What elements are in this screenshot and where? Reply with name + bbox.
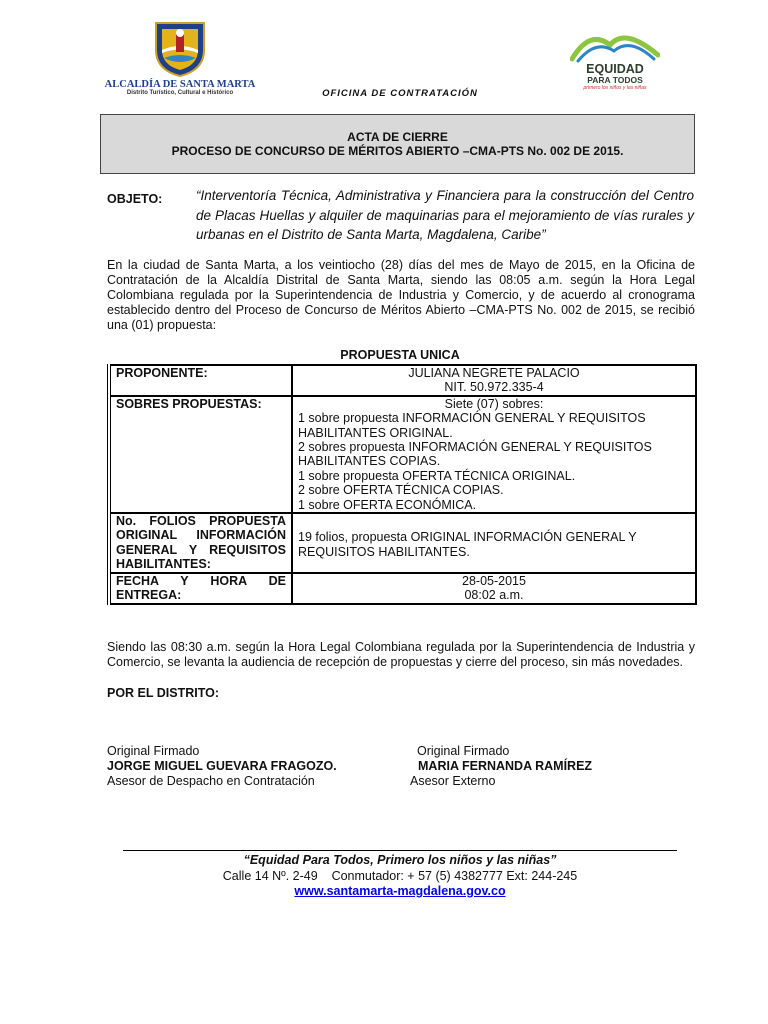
proponente-name: JULIANA NEGRETE PALACIO xyxy=(408,366,580,380)
alcaldia-logo xyxy=(100,20,260,115)
signature-block-left xyxy=(107,744,337,789)
footer-divider xyxy=(123,850,677,851)
folios-value: 19 folios, propuesta ORIGINAL INFORMACIÓN GENERAL Y REQUISITOS HABILITANTES. xyxy=(292,513,696,573)
table-row xyxy=(109,396,696,513)
proponente-value xyxy=(292,365,696,396)
equidad-title: EQUIDAD xyxy=(586,62,644,76)
signature-name: JORGE MIGUEL GUEVARA FRAGOZO. xyxy=(107,759,337,773)
table-title: PROPUESTA UNICA xyxy=(340,348,460,362)
alcaldia-subtitle: Distrito Turístico, Cultural e Histórico xyxy=(126,90,234,96)
santa-marta-shield-icon xyxy=(152,20,208,78)
fecha-time: 08:02 a.m. xyxy=(464,588,524,603)
sobres-item: 1 sobre propuesta INFORMACIÓN GENERAL Y REQUISITOS HABILITANTES ORIGINAL. xyxy=(298,411,646,440)
signature-role: Asesor Externo xyxy=(410,774,496,788)
signature-status: Original Firmado xyxy=(107,744,200,758)
equidad-logo xyxy=(560,25,670,105)
table-row xyxy=(109,513,696,573)
office-name: OFICINA DE CONTRATACIÓN xyxy=(322,88,478,99)
fecha-value xyxy=(292,573,696,604)
table-row xyxy=(109,365,696,396)
objeto-text: “Interventoría Técnica, Administrativa y Financiera para la construcción del Centro de Placas Huellas y alquiler de maquinarias para el mejoramiento de vías rurales y urbanas en el Distrito de Santa Marta, Magdalena, Caribe” xyxy=(196,188,694,242)
sobres-item: 1 sobre OFERTA ECONÓMICA. xyxy=(298,497,477,512)
fecha-date: 28-05-2015 xyxy=(462,573,526,588)
footer xyxy=(100,853,700,900)
equidad-motto: primero los niños y las niñas xyxy=(583,85,647,91)
equidad-subtitle: PARA TODOS xyxy=(587,75,643,85)
sobres-header: Siete (07) sobres: xyxy=(444,396,544,411)
footer-motto: “Equidad Para Todos, Primero los niños y las niñas” xyxy=(243,853,557,867)
proponente-nit: NIT. 50.972.335-4 xyxy=(444,380,544,395)
sobres-item: 2 sobre OFERTA TÉCNICA COPIAS. xyxy=(298,483,504,498)
document-title-box xyxy=(100,114,695,174)
por-distrito-label: POR EL DISTRITO: xyxy=(107,686,220,700)
signature-role: Asesor de Despacho en Contratación xyxy=(107,774,315,788)
proponente-label: PROPONENTE: xyxy=(109,365,292,396)
mountains-logo-icon xyxy=(570,25,660,63)
signature-name: MARIA FERNANDA RAMÍREZ xyxy=(418,759,593,773)
document-subtitle: PROCESO DE CONCURSO DE MÉRITOS ABIERTO –CMA-PTS No. 002 DE 2015. xyxy=(171,144,624,158)
alcaldia-name: ALCALDÍA DE SANTA MARTA xyxy=(104,79,256,90)
sobres-item: 1 sobre propuesta OFERTA TÉCNICA ORIGINAL. xyxy=(298,468,576,483)
objeto-label: OBJETO: xyxy=(107,192,163,206)
sobres-value xyxy=(292,396,696,513)
intro-paragraph: En la ciudad de Santa Marta, a los veintiocho (28) días del mes de Mayo de 2015, en la Oficina de Contratación de la Alcaldía Distrital de Santa Marta, siendo las 08:05 a.m. según la Hora Legal Colombiana regulada por la Superintendencia de Industria y Comercio, y de acuerdo al cronograma establecido dentro del Proceso de Concurso de Méritos Abierto –CMA-PTS No. 002 de 2015, se recibió una (01) propuesta: xyxy=(107,258,695,332)
signature-block-right xyxy=(410,744,592,789)
proposal-table xyxy=(107,364,697,605)
sobres-label: SOBRES PROPUESTAS: xyxy=(109,396,292,513)
document-title: ACTA DE CIERRE xyxy=(347,130,448,144)
closing-paragraph: Siendo las 08:30 a.m. según la Hora Legal Colombiana regulada por la Superintendencia de Industria y Comercio, se levanta la audiencia de recepción de propuestas y cierre del proceso, sin más novedades. xyxy=(107,640,695,669)
fecha-label: FECHA Y HORA DE ENTREGA: xyxy=(109,573,292,604)
website-link[interactable]: www.santamarta-magdalena.gov.co xyxy=(294,884,506,898)
footer-address: Calle 14 Nº. 2-49 Conmutador: + 57 (5) 4382777 Ext: 244-245 xyxy=(222,868,578,883)
signature-status: Original Firmado xyxy=(417,744,510,758)
sobres-item: 2 sobres propuesta INFORMACIÓN GENERAL Y REQUISITOS HABILITANTES COPIAS. xyxy=(298,440,652,469)
table-row xyxy=(109,573,696,604)
folios-label: No. FOLIOS PROPUESTA ORIGINAL INFORMACIÓN GENERAL Y REQUISITOS HABILITANTES: xyxy=(109,513,292,573)
